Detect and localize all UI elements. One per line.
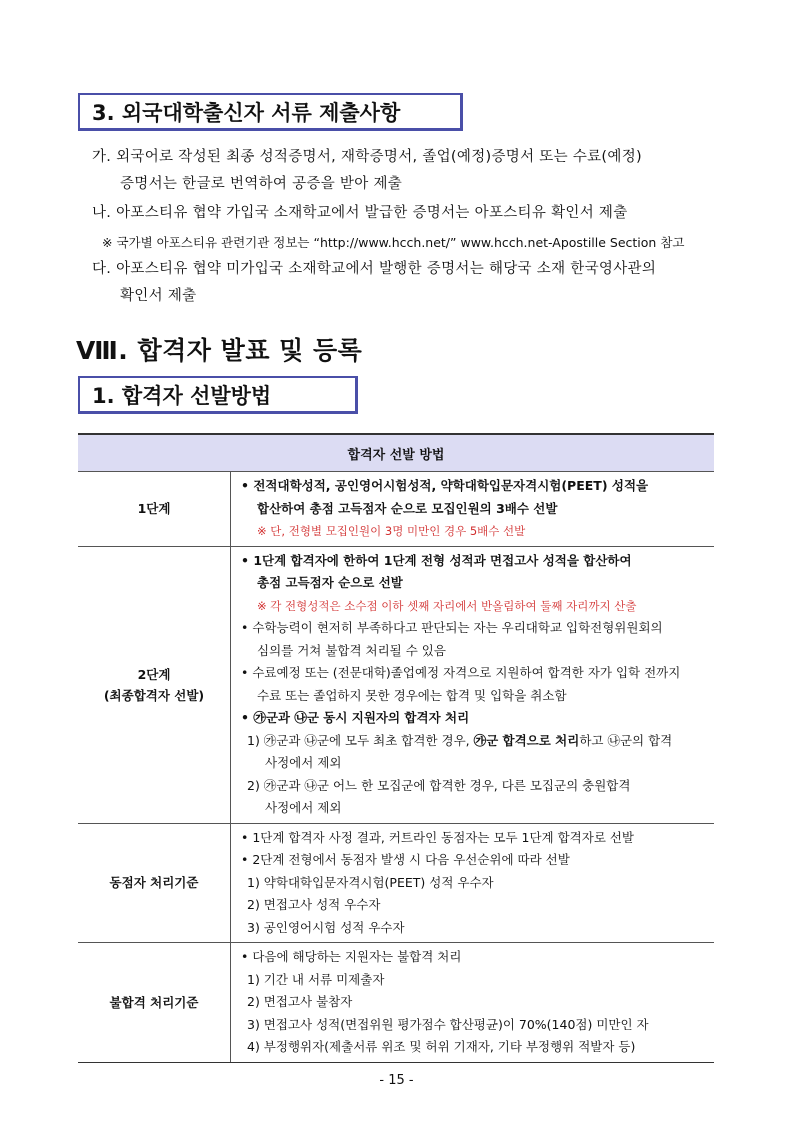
sec3-item-da — [92, 258, 732, 308]
text-line: 3) 공인영어시험 성적 우수자 — [247, 919, 405, 935]
row-body-tie — [231, 823, 715, 943]
text-line: • 2단계 전형에서 동점자 발생 시 다음 우선순위에 따라 선발 — [241, 852, 570, 867]
note-line: ※ 단, 전형별 모집인원이 3명 미만인 경우 5배수 선발 — [257, 524, 526, 538]
text-line: 1) 약학대학입문자격시험(PEET) 성적 우수자 — [247, 874, 494, 890]
text-line — [241, 730, 708, 753]
row-label-fail: 불합격 처리기준 — [78, 943, 231, 1063]
text-line: • 전적대학성적, 공인영어시험성적, 약학대학입문자격시험(PEET) 성적을 — [241, 478, 649, 493]
text-line: 1) 기간 내 서류 미제출자 — [247, 971, 385, 987]
note-line: ※ 각 전형성적은 소수점 이하 셋째 자리에서 반올림하여 둘째 자리까지 산출 — [257, 598, 637, 613]
item-line: 가. 외국어로 작성된 최종 성적증명서, 재학증명서, 졸업(예정)증명서 또는 수료(예정) — [92, 149, 642, 165]
row-label-stage2 — [78, 546, 231, 823]
text-line: 3) 면접고사 성적(면접위원 평가점수 합산평균)이 70%(140점) 미만인 자 — [247, 1016, 649, 1032]
text-line: • 다음에 해당하는 지원자는 불합격 처리 — [241, 949, 462, 964]
text-line: • ㉮군과 ㉯군 동시 지원자의 합격자 처리 — [241, 710, 470, 725]
section-1-title: 1. 합격자 선발방법 — [92, 383, 272, 408]
text-part-emphasis: ㉮군 합격으로 처리 — [473, 732, 580, 748]
item-line: 다. 아포스티유 협약 미가입국 소재학교에서 발행한 증명서는 해당국 소재 한국영사관의 — [92, 261, 657, 277]
selection-method-table — [78, 433, 714, 1063]
text-part: 1) ㉮군과 ㉯군에 모두 최초 합격한 경우, — [247, 732, 474, 748]
page-number: - 15 - — [379, 1073, 414, 1088]
text-line: 심의를 거쳐 불합격 처리될 수 있음 — [257, 642, 446, 658]
label-line: 2단계 — [137, 666, 171, 682]
row-label-stage1: 1단계 — [78, 472, 231, 547]
text-line: 총점 고득점자 순으로 선발 — [257, 575, 403, 590]
item-line-continued: 증명서는 한글로 번역하여 공증을 받아 제출 — [120, 176, 403, 192]
row-body-stage2 — [231, 546, 715, 823]
chapter-title: Ⅷ. 합격자 발표 및 등록 — [76, 336, 363, 365]
text-part: 하고 ㉯군의 합격 — [579, 732, 673, 748]
text-line: • 수학능력이 현저히 부족하다고 판단되는 자는 우리대학교 입학전형위원회의 — [241, 620, 663, 635]
section-1-heading — [78, 376, 358, 414]
apostille-note: ※ 국가별 아포스티유 관련기관 정보는 “http://www.hcch.net/” www.hcch.net-Apostille Section 참고 — [102, 235, 685, 250]
sec3-item-ga — [92, 146, 732, 196]
section-3-title: 3. 외국대학출신자 서류 제출사항 — [92, 100, 401, 125]
text-line: 2) 면접고사 성적 우수자 — [247, 897, 381, 912]
table-row — [78, 546, 714, 823]
row-label-tie: 동점자 처리기준 — [78, 823, 231, 943]
text-line: • 수료예정 또는 (전문대학)졸업예정 자격으로 지원하여 합격한 자가 입학 전까지 — [241, 665, 681, 680]
row-body-fail — [231, 943, 715, 1063]
table-row — [78, 943, 714, 1063]
row-body-stage1 — [231, 472, 715, 547]
label-line: (최종합격자 선발) — [103, 687, 205, 703]
text-line: 수료 또는 졸업하지 못한 경우에는 합격 및 입학을 취소함 — [257, 687, 567, 703]
table-row — [78, 823, 714, 943]
text-line: • 1단계 합격자 사정 결과, 커트라인 동점자는 모두 1단계 합격자로 선발 — [241, 829, 635, 845]
text-line: 2) 면접고사 불참자 — [247, 994, 353, 1009]
text-line: 사정에서 제외 — [265, 800, 342, 815]
text-line: • 1단계 합격자에 한하여 1단계 전형 성적과 면접고사 성적을 합산하여 — [241, 552, 632, 568]
text-line: 2) ㉮군과 ㉯군 어느 한 모집군에 합격한 경우, 다른 모집군의 충원합격 — [247, 777, 631, 793]
table-row — [78, 472, 714, 547]
sec3-item-na — [92, 202, 732, 225]
text-line: 4) 부정행위자(제출서류 위조 및 허위 기재자, 기타 부정행위 적발자 등) — [247, 1039, 636, 1054]
item-line: 나. 아포스티유 협약 가입국 소재학교에서 발급한 증명서는 아포스티유 확인서 제출 — [92, 205, 628, 221]
table-header: 합격자 선발 방법 — [78, 434, 714, 472]
text-line: 합산하여 총점 고득점자 순으로 모집인원의 3배수 선발 — [257, 500, 558, 516]
table-header-row — [78, 434, 714, 472]
section-3-heading — [78, 93, 463, 131]
item-line-continued: 확인서 제출 — [120, 288, 197, 304]
text-line: 사정에서 제외 — [265, 755, 342, 770]
